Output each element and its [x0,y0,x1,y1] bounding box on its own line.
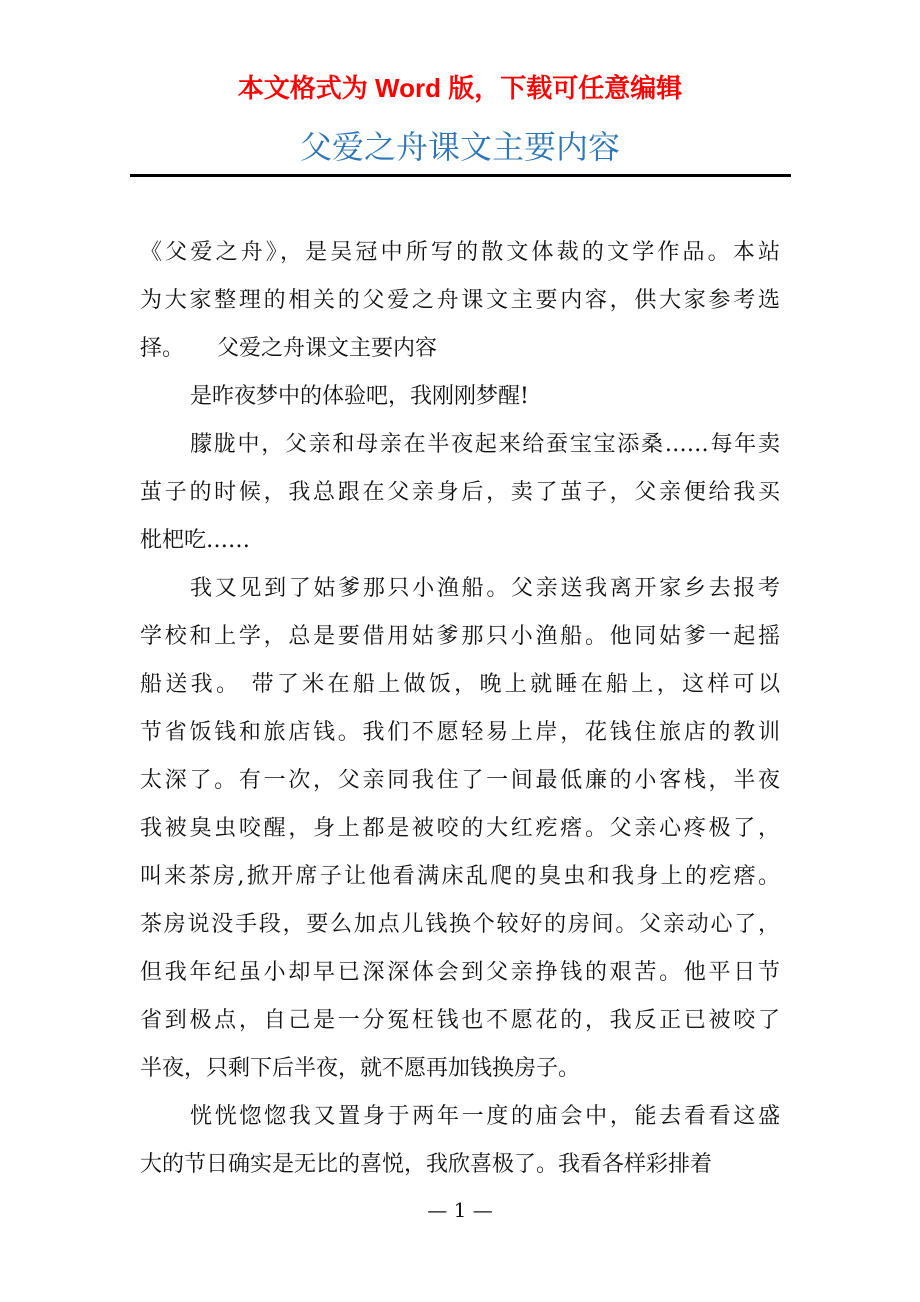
text-line: 太深了。有一次，父亲同我住了一间最低廉的小客栈，半夜 [140,768,780,793]
text-line: 我又见到了姑爹那只小渔船。父亲送我离开家乡去报考 [190,576,780,601]
text-line: 恍恍惚惚我又置身于两年一度的庙会中，能去看看这盛 [190,1104,780,1129]
text-line: 节省饭钱和旅店钱。我们不愿轻易上岸，花钱住旅店的教训 [140,720,780,745]
text-line: 茧子的时候，我总跟在父亲身后，卖了茧子，父亲便给我买 [140,480,780,505]
paragraph [140,1098,780,1194]
document-title: 父爱之舟课文主要内容 [299,128,620,166]
page-number: — 1 — [427,1198,493,1222]
text-line: 枇杷吃…… [140,528,251,553]
text-line: 《父爱之舟》，是吴冠中所写的散文体裁的文学作品。本站 [140,240,780,265]
paragraph [140,234,780,378]
paragraph [140,426,780,570]
text-line: 我被臭虫咬醒，身上都是被咬的大红疙瘩。父亲心疼极了， [140,816,780,841]
text-line: 半夜，只剩下后半夜，就不愿再加钱换房子。 [140,1056,581,1081]
document-body [140,234,780,1194]
text-line: 大的节日确实是无比的喜悦，我欣喜极了。我看各样彩排着 [140,1152,713,1177]
text-line: 但我年纪虽小却早已深深体会到父亲挣钱的艰苦。他平日节 [140,960,780,985]
paragraph [140,570,780,1098]
text-line: 学校和上学，总是要借用姑爹那只小渔船。他同姑爹一起摇 [140,624,780,649]
editable-notice: 本文格式为 Word 版，下载可任意编辑 [237,73,683,103]
text-line: 省到极点，自己是一分冤枉钱也不愿花的，我反正已被咬了 [140,1008,780,1033]
text-line: 是昨夜梦中的体验吧，我刚刚梦醒! [190,384,529,409]
paragraph [140,378,780,426]
text-line: 船送我。 带了米在船上做饭，晚上就睡在船上，这样可以 [140,672,780,697]
text-line: 朦胧中，父亲和母亲在半夜起来给蚕宝宝添桑……每年卖 [190,432,780,457]
text-line: 叫来茶房,掀开席子让他看满床乱爬的臭虫和我身上的疙瘩。 [140,864,780,889]
text-line: 择。 父爱之舟课文主要内容 [140,336,438,361]
title-divider [130,174,791,177]
text-line: 茶房说没手段，要么加点儿钱换个较好的房间。父亲动心了， [140,912,780,937]
text-line: 为大家整理的相关的父爱之舟课文主要内容，供大家参考选 [140,288,780,313]
